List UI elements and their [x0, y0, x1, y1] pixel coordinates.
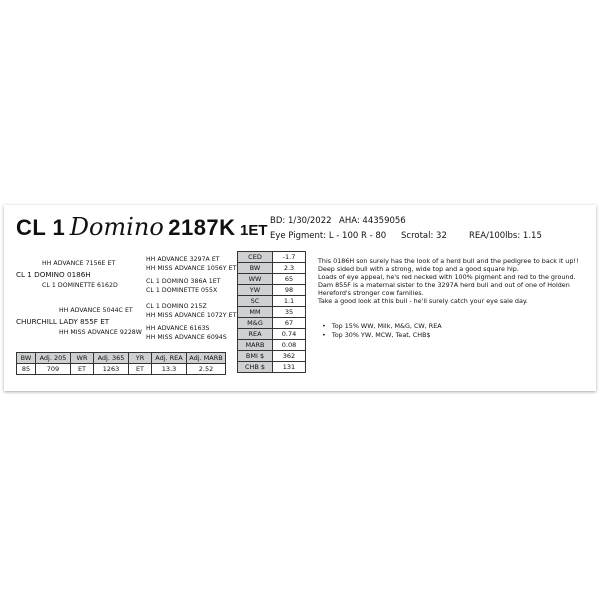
- actuals-value: 13.3: [152, 364, 187, 375]
- epd-label: CHB $: [238, 362, 273, 373]
- actuals-value: 85: [17, 364, 36, 375]
- description-line: Deep sided bull with a strong, wide top and a good square hip.: [318, 265, 519, 273]
- scrotal: Scrotal: 32: [401, 231, 447, 241]
- actuals-value: 1263: [94, 364, 129, 375]
- title-prefix: CL 1: [16, 215, 66, 240]
- actuals-header: Adj. 365: [94, 353, 129, 364]
- actuals-table: [16, 352, 226, 375]
- description-line: Hereford's stronger cow families.: [318, 289, 424, 297]
- epd-label: MARB: [238, 340, 273, 351]
- epd-label: BW: [238, 263, 273, 274]
- pedigree-ss-dam: HH MISS ADVANCE 1056Y ET: [146, 265, 237, 272]
- epd-label: YW: [238, 285, 273, 296]
- actuals-header: BW: [17, 353, 36, 364]
- epd-value: 131: [273, 362, 306, 373]
- highlight-text: Top 30% YW, MCW, Teat, CHB$: [331, 330, 431, 339]
- actuals-value: 709: [36, 364, 71, 375]
- birth-date: BD: 1/30/2022: [270, 216, 332, 226]
- epd-label: BMI $: [238, 351, 273, 362]
- bullet-icon: •: [322, 330, 332, 339]
- epd-label: REA: [238, 329, 273, 340]
- pedigree-dam-sire: HH ADVANCE 5044C ET: [59, 307, 133, 314]
- rea-per-100: REA/100lbs: 1.15: [469, 231, 542, 241]
- pedigree-sire: CL 1 DOMINO 0186H: [16, 270, 91, 279]
- epd-label: MM: [238, 307, 273, 318]
- description: [318, 257, 594, 305]
- title-script-name: Domino: [69, 213, 164, 241]
- epd-value: 362: [273, 351, 306, 362]
- epd-value: 1.1: [273, 296, 306, 307]
- description-line: Loads of eye appeal, he's red necked with 100% pigment and red to the ground.: [318, 273, 576, 281]
- lot-card: [4, 205, 596, 391]
- epd-label: M&G: [238, 318, 273, 329]
- highlight-text: Top 15% WW, Milk, M&G, CW, REA: [331, 322, 442, 330]
- epd-label: CED: [238, 252, 273, 263]
- title-suffix: 1ET: [240, 222, 268, 239]
- epd-table: [237, 251, 306, 373]
- pedigree-dam: CHURCHILL LADY 855F ET: [16, 317, 110, 326]
- pedigree-dam-dam: HH MISS ADVANCE 9228W: [59, 329, 142, 336]
- description-line: Take a good look at this bull - he'll surely catch your eye sale day.: [318, 297, 528, 305]
- list-item: [322, 331, 442, 340]
- epd-value: 0.74: [273, 329, 306, 340]
- actuals-header: WR: [71, 353, 94, 364]
- bullet-icon: •: [322, 322, 332, 330]
- pedigree-sd-dam: CL 1 DOMINETTE 055X: [146, 287, 218, 294]
- epd-label: WW: [238, 274, 273, 285]
- epd-value: 98: [273, 285, 306, 296]
- eye-pigment: Eye Pigment: L - 100 R - 80: [270, 231, 387, 241]
- actuals-value: ET: [71, 364, 94, 375]
- actuals-value: ET: [129, 364, 152, 375]
- epd-value: 65: [273, 274, 306, 285]
- pedigree-ds-sire: CL 1 DOMINO 215Z: [146, 303, 207, 310]
- description-line: Dam 855F is a maternal sister to the 3297A herd bull and out of one of Holden: [318, 281, 570, 289]
- pedigree-dd-dam: HH MISS ADVANCE 6094S: [146, 334, 227, 341]
- pedigree-ss-sire: HH ADVANCE 3297A ET: [146, 256, 220, 263]
- pedigree-sire-dam: CL 1 DOMINETTE 6162D: [42, 282, 118, 289]
- actuals-header: YR: [129, 353, 152, 364]
- list-item: [322, 322, 442, 331]
- lot-title: [16, 213, 268, 241]
- epd-label: SC: [238, 296, 273, 307]
- epd-value: 2.3: [273, 263, 306, 274]
- epd-value: 67: [273, 318, 306, 329]
- actuals-header: Adj. MARB: [187, 353, 226, 364]
- pedigree-dd-sire: HH ADVANCE 6163S: [146, 325, 210, 332]
- actuals-header: Adj. 205: [36, 353, 71, 364]
- pedigree-sd-sire: CL 1 DOMINO 386A 1ET: [146, 278, 221, 285]
- title-number: 2187K: [168, 215, 236, 240]
- description-line: This 0186H son surely has the look of a herd bull and the pedigree to back it up!!: [318, 257, 579, 265]
- epd-value: -1.7: [273, 252, 306, 263]
- epd-value: 35: [273, 307, 306, 318]
- pedigree-ds-dam: HH MISS ADVANCE 1072Y ET: [146, 312, 237, 319]
- actuals-value: 2.52: [187, 364, 226, 375]
- epd-value: 0.08: [273, 340, 306, 351]
- highlights-list: [322, 322, 442, 339]
- actuals-header: Adj. REA: [152, 353, 187, 364]
- pedigree-sire-sire: HH ADVANCE 7156E ET: [42, 260, 116, 267]
- aha-number: AHA: 44359056: [339, 216, 406, 226]
